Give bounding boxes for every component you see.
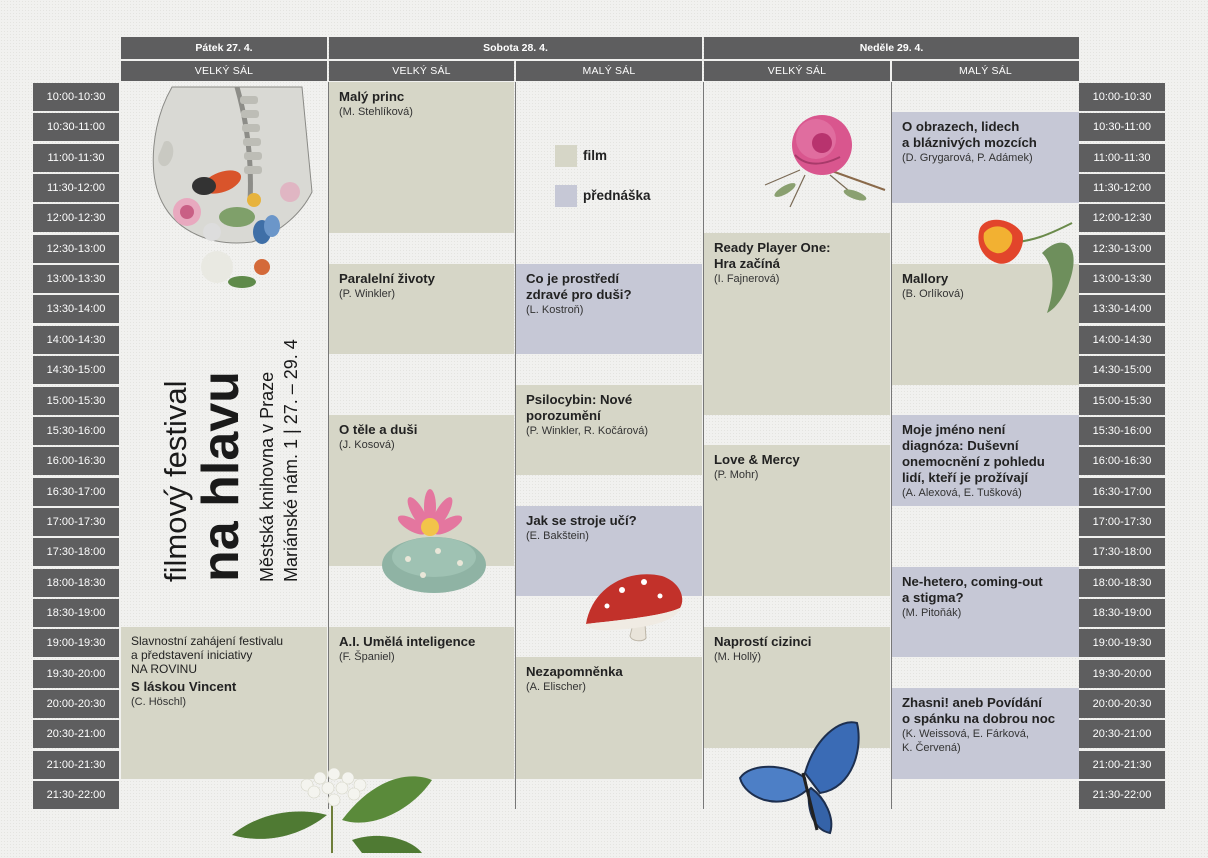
event-person: (D. Grygarová, P. Adámek) xyxy=(902,152,1033,164)
event-title: Malý princ xyxy=(339,89,405,104)
event-sat-big-4 xyxy=(329,627,514,779)
event-title: Love & Mercy xyxy=(714,452,800,467)
time-slot: 18:00-18:30 xyxy=(1079,569,1165,597)
hall-header-sat-big: VELKÝ SÁL xyxy=(329,61,514,81)
time-slot: 12:00-12:30 xyxy=(1079,204,1165,232)
time-slot: 17:30-18:00 xyxy=(33,538,119,566)
event-sat-small-4 xyxy=(516,657,702,779)
time-slot: 13:00-13:30 xyxy=(33,265,119,293)
hall-header-sun-small: MALÝ SÁL xyxy=(892,61,1079,81)
event-title: Psilocybin: Nové porozumění xyxy=(526,392,633,423)
event-person: (F. Španiel) xyxy=(339,651,395,663)
event-sat-big-1 xyxy=(329,82,514,233)
time-slot: 19:00-19:30 xyxy=(33,629,119,657)
time-slot: 14:00-14:30 xyxy=(33,326,119,354)
event-person: (P. Winkler, R. Kočárová) xyxy=(526,425,649,437)
event-person: (A. Alexová, E. Tušková) xyxy=(902,487,1022,499)
time-slot: 21:00-21:30 xyxy=(33,751,119,779)
time-slot: 15:30-16:00 xyxy=(1079,417,1165,445)
time-slot: 15:00-15:30 xyxy=(33,387,119,415)
time-slot: 21:30-22:00 xyxy=(1079,781,1165,809)
day-header-saturday: Sobota 28. 4. xyxy=(329,37,702,59)
legend-film-swatch xyxy=(555,145,577,167)
time-slot: 14:00-14:30 xyxy=(1079,326,1165,354)
event-person: (M. Hollý) xyxy=(714,651,762,663)
festival-venue: Městská knihovna v Praze xyxy=(257,371,277,582)
time-slot: 13:30-14:00 xyxy=(1079,295,1165,323)
time-slot: 19:30-20:00 xyxy=(1079,660,1165,688)
time-slot: 20:30-21:00 xyxy=(1079,720,1165,748)
event-person: (M. Stehlíková) xyxy=(339,106,413,118)
time-slot: 12:30-13:00 xyxy=(1079,235,1165,263)
festival-address: Mariánské nám. 1 | 27. – 29. 4 xyxy=(281,339,301,582)
event-sun-small-4 xyxy=(892,567,1079,657)
hall-header-sat-small: MALÝ SÁL xyxy=(516,61,702,81)
event-person: (M. Pitoňák) xyxy=(902,607,962,619)
time-slot: 20:30-21:00 xyxy=(33,720,119,748)
festival-subtitle: filmový festival xyxy=(158,380,193,582)
event-title: Paralelní životy xyxy=(339,271,436,286)
time-slot: 10:00-10:30 xyxy=(33,83,119,111)
butterfly-icon xyxy=(735,718,863,836)
event-person: (E. Bakštein) xyxy=(526,530,589,542)
legend-talk-swatch xyxy=(555,185,577,207)
event-sun-small-1 xyxy=(892,112,1079,203)
event-person: (A. Elischer) xyxy=(526,681,586,693)
event-title: Moje jméno není diagnóza: Duševní onemocnění z pohledu lidí, kteří je prožívají xyxy=(902,422,1045,485)
event-sun-small-3 xyxy=(892,415,1079,506)
festival-title: na hlavu xyxy=(192,371,250,582)
event-title: S láskou Vincent xyxy=(131,679,237,694)
time-slot: 16:30-17:00 xyxy=(1079,478,1165,506)
event-title: O těle a duši xyxy=(339,422,418,437)
event-title: A.I. Umělá inteligence xyxy=(339,634,476,649)
time-slot: 17:00-17:30 xyxy=(1079,508,1165,536)
event-title: Co je prostředí zdravé pro duši? xyxy=(526,271,632,302)
event-person: (C. Höschl) xyxy=(131,696,187,708)
time-slot: 20:00-20:30 xyxy=(33,690,119,718)
legend-talk-label: přednáška xyxy=(583,188,651,203)
time-slot: 21:30-22:00 xyxy=(33,781,119,809)
event-person: (P. Winkler) xyxy=(339,288,396,300)
time-slot: 12:00-12:30 xyxy=(33,204,119,232)
time-slot: 18:30-19:00 xyxy=(1079,599,1165,627)
time-slot: 12:30-13:00 xyxy=(33,235,119,263)
event-title: O obrazech, lidech a bláznivých mozcích xyxy=(902,119,1037,150)
event-sat-small-2 xyxy=(516,385,702,475)
event-person: (L. Kostroň) xyxy=(526,304,584,316)
time-slot: 18:00-18:30 xyxy=(33,569,119,597)
time-slot: 15:00-15:30 xyxy=(1079,387,1165,415)
time-slot: 16:00-16:30 xyxy=(33,447,119,475)
event-fri-opening xyxy=(121,627,327,779)
time-slot: 14:30-15:00 xyxy=(33,356,119,384)
time-slot: 21:00-21:30 xyxy=(1079,751,1165,779)
legend-film-label: film xyxy=(583,148,608,163)
time-slot: 11:00-11:30 xyxy=(1079,144,1165,172)
time-slot: 16:30-17:00 xyxy=(33,478,119,506)
time-slot: 17:00-17:30 xyxy=(33,508,119,536)
time-slot: 18:30-19:00 xyxy=(33,599,119,627)
time-slot: 10:00-10:30 xyxy=(1079,83,1165,111)
rose-icon xyxy=(760,95,895,215)
event-person: (I. Fajnerová) xyxy=(714,273,780,285)
event-title: Ne-hetero, coming-out a stigma? xyxy=(902,574,1043,605)
time-slot: 16:00-16:30 xyxy=(1079,447,1165,475)
time-slot: 11:00-11:30 xyxy=(33,144,119,172)
event-title: Ready Player One: Hra začíná xyxy=(714,240,831,271)
anatomy-collage-icon xyxy=(142,82,322,302)
time-slot: 17:30-18:00 xyxy=(1079,538,1165,566)
event-sat-big-2 xyxy=(329,264,514,354)
event-title: Zhasni! aneb Povídání o spánku na dobrou noc xyxy=(902,695,1056,726)
event-sun-small-5 xyxy=(892,688,1079,779)
event-title: Jak se stroje učí? xyxy=(526,513,637,528)
tulip-icon xyxy=(972,213,1079,313)
white-blossom-icon xyxy=(232,760,432,853)
event-person: (B. Orlíková) xyxy=(902,288,964,300)
event-title: Mallory xyxy=(902,271,949,286)
time-slot: 20:00-20:30 xyxy=(1079,690,1165,718)
event-title: Naprostí cizinci xyxy=(714,634,812,649)
event-person: (J. Kosová) xyxy=(339,439,395,451)
time-slot: 10:30-11:00 xyxy=(33,113,119,141)
day-header-sunday: Neděle 29. 4. xyxy=(704,37,1079,59)
day-header-friday: Pátek 27. 4. xyxy=(121,37,327,59)
time-slot: 13:30-14:00 xyxy=(33,295,119,323)
event-person: (K. Weissová, E. Fárková, K. Červená) xyxy=(902,728,1029,754)
cactus-flower-icon xyxy=(378,485,490,595)
time-slot: 10:30-11:00 xyxy=(1079,113,1165,141)
event-sat-small-1 xyxy=(516,264,702,354)
time-slot: 11:30-12:00 xyxy=(1079,174,1165,202)
time-slot: 15:30-16:00 xyxy=(33,417,119,445)
event-person: (P. Mohr) xyxy=(714,469,759,481)
event-note: Slavnostní zahájení festivalu a představení iniciativy NA ROVINU xyxy=(131,634,284,676)
time-slot: 13:00-13:30 xyxy=(1079,265,1165,293)
time-slot: 11:30-12:00 xyxy=(33,174,119,202)
time-slot: 14:30-15:00 xyxy=(1079,356,1165,384)
event-title: Nezapomněnka xyxy=(526,664,623,679)
time-slot: 19:30-20:00 xyxy=(33,660,119,688)
time-slot: 19:00-19:30 xyxy=(1079,629,1165,657)
hall-header-sun-big: VELKÝ SÁL xyxy=(704,61,890,81)
event-sun-big-1 xyxy=(704,233,890,415)
hall-header-fri-big: VELKÝ SÁL xyxy=(121,61,327,81)
event-sun-big-2 xyxy=(704,445,890,596)
mushroom-icon xyxy=(582,568,686,646)
